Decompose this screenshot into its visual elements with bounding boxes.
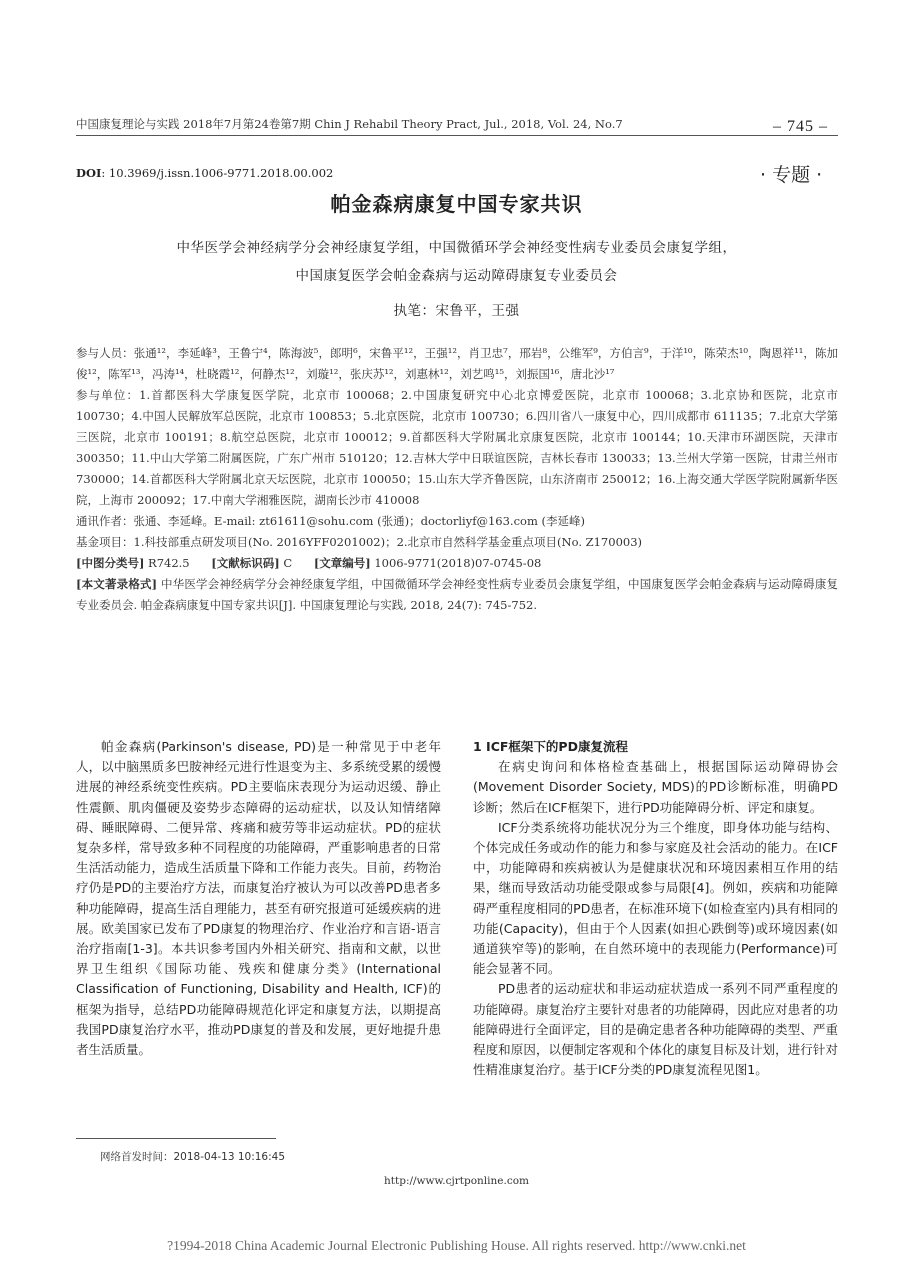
online-publish-date: 网络首发时间：2018-04-13 10:16:45 xyxy=(100,1151,286,1163)
participants: 参与人员：张通¹²，李延峰³，王鲁宁⁴，陈海波⁵，郎明⁶，宋鲁平¹²，王强¹²，肖卫忠⁷，邢岩⁸，公维军⁹，方伯言⁹，于洋¹⁰，陈荣杰¹⁰，陶恩祥¹¹，陈加俊¹²，陈军¹³，冯涛¹⁴，杜晓霞¹²，何静杰¹²，刘璇¹²，张庆苏¹²，刘惠林¹²，刘艺鸣¹⁵，刘振国¹⁶，唐北沙¹⁷ xyxy=(76,346,838,381)
header-divider xyxy=(76,135,838,136)
section-paragraph-2: ICF分类系统将功能状况分为三个维度，即身体功能与结构、个体完成任务或动作的能力和参与家庭及社会活动的能力。在ICF中，功能障碍和疾病被认为是健康状况和环境因素相互作用的结果，继而导致活动功能受限或参与局限[4]。例如，疾病和功能障碍严重程度相同的PD患者，在标准环境下(如检查室内)具有相同的功能(Capacity)，但由于个人因素(如担心跌倒等)或环境因素(如通道狭窄等)的影响，在自然环境中的表现能力(Performance)可能会显著不同。 xyxy=(473,819,838,977)
article-title: 帕金森病康复中国专家共识 xyxy=(330,192,583,216)
correspondence: 通讯作者：张通、李延峰。E-mail: zt61611@sohu.com (张通)；doctorliyf@163.com (李延峰) xyxy=(76,514,585,528)
section-paragraph-3: PD患者的运动症状和非运动症状造成一系列不同严重程度的功能障碍。康复治疗主要针对患者的功能障碍，因此应对患者的功能障碍进行全面评定，目的是确定患者各种功能障碍的类型、严重程度和原因，以便制定客观和个体化的康复目标及计划，进行针对性精准康复治疗。基于ICF分类的PD康复流程见图1。 xyxy=(473,981,838,1078)
article-no-label: [文章编号] xyxy=(313,556,371,570)
column-label: · 专题 · xyxy=(760,164,823,186)
writers-line: 执笔：宋鲁平，王强 xyxy=(393,303,520,319)
doi-value: : 10.3969/j.issn.1006-9771.2018.00.002 xyxy=(101,166,334,180)
clc-label: [中图分类号] xyxy=(76,556,145,570)
metadata-block xyxy=(76,343,838,616)
classification-line xyxy=(76,553,838,574)
citation-line xyxy=(76,574,838,616)
intro-paragraph: 帕金森病(Parkinson's disease, PD)是一种常见于中老年人，以中脑黑质多巴胺神经元进行性退变为主、多系统受累的缓慢进展的神经系统变性疾病。PD主要临床表现分为运动迟缓、静止性震颤、肌肉僵硬及姿势步态障碍的运动症状，以及认知情绪障碍、睡眠障碍、二便异常、疼痛和疲劳等非运动症状。PD的症状复杂多样，常导致多种不同程度的功能障碍，严重影响患者的日常生活活动能力，造成生活质量下降和工作能力丧失。目前，药物治疗仍是PD的主要治疗方法，而康复治疗被认为可以改善PD患者多种功能障碍，提高生活自理能力，甚至有研究报道可延缓疾病的进展。欧美国家已发布了PD康复的物理治疗、作业治疗和言语-语言治疗指南[1-3]。本共识参考国内外相关研究、指南和文献，以世界卫生组织《国际功能、残疾和健康分类》(International Classification of Functioning, Disability and Health, ICF)的框架为指导，总结PD功能障碍规范化评定和康复方法，以期提高我国PD康复治疗水平，推动PD康复的普及和发展，更好地提升患者生活质量。 xyxy=(76,739,441,1058)
doc-code-value: C xyxy=(283,556,293,570)
copyright-notice: ?1994-2018 China Academic Journal Electronic Publishing House. All rights reserved. http://www.cnki.net xyxy=(167,1238,746,1253)
clc-value: R742.5 xyxy=(148,556,190,570)
article-no-value: 1006-9771(2018)07-0745-08 xyxy=(374,556,542,570)
journal-url[interactable]: http://www.cjrtponline.com xyxy=(384,1175,529,1187)
footnote-divider xyxy=(76,1138,276,1139)
author-org-line-2: 中国康复医学会帕金森病与运动障碍康复专业委员会 xyxy=(295,268,618,284)
body-left-column xyxy=(76,737,441,1060)
journal-header: 中国康复理论与实践 2018年7月第24卷第7期 Chin J Rehabil Theory Pract, Jul., 2018, Vol. 24, No.7 xyxy=(76,117,623,131)
funding: 基金项目：1.科技部重点研发项目(No. 2016YFF0201002)；2.北京市自然科学基金重点项目(No. Z170003) xyxy=(76,535,643,549)
page-number: – 745 – xyxy=(773,118,828,135)
citation-label: [本文著录格式] xyxy=(76,577,158,591)
citation-value: 中华医学会神经病学分会神经康复学组，中国微循环学会神经变性病专业委员会康复学组，中国康复医学会帕金森病与运动障碍康复专业委员会. 帕金森病康复中国专家共识[J]. 中国康复理论与实践, 2018, 24(7): 745-752. xyxy=(76,577,839,612)
participating-units: 参与单位：1.首都医科大学康复医学院，北京市 100068；2.中国康复研究中心北京博爱医院，北京市 100068；3.北京协和医院，北京市 100730；4.中国人民解放军总医院，北京市 100853；5.北京医院，北京市 100730；6.四川省八一康复中心，四川成都市 611135；7.北京大学第三医院，北京市 100191；8.航空总医院，北京市 100012；9.首都医科大学附属北京康复医院，北京市 100144；10.天津市环湖医院，天津市 300350；11.中山大学第二附属医院，广东广州市 510120；12.吉林大学中日联谊医院，吉林长春市 130033；13.兰州大学第一医院，甘肃兰州市 730000；14.首都医科大学附属北京天坛医院，北京市 100050；15.山东大学齐鲁医院，山东济南市 250012；16.上海交通大学医学院附属新华医院，上海市 200092；17.中南大学湘雅医院，湖南长沙市 410008 xyxy=(76,388,838,507)
doi-line xyxy=(76,166,333,180)
author-org-line-1: 中华医学会神经病学分会神经康复学组，中国微循环学会神经变性病专业委员会康复学组， xyxy=(176,240,737,256)
doi-label: DOI xyxy=(76,166,102,180)
section-heading: 1 ICF框架下的PD康复流程 xyxy=(473,739,628,754)
doc-code-label: [文献标识码] xyxy=(211,556,280,570)
body-right-column xyxy=(473,737,838,1080)
section-paragraph-1: 在病史询问和体格检查基础上，根据国际运动障碍协会(Movement Disorder Society, MDS)的PD诊断标准，明确PD诊断；然后在ICF框架下，进行PD功能障碍分析、评定和康复。 xyxy=(473,759,838,815)
